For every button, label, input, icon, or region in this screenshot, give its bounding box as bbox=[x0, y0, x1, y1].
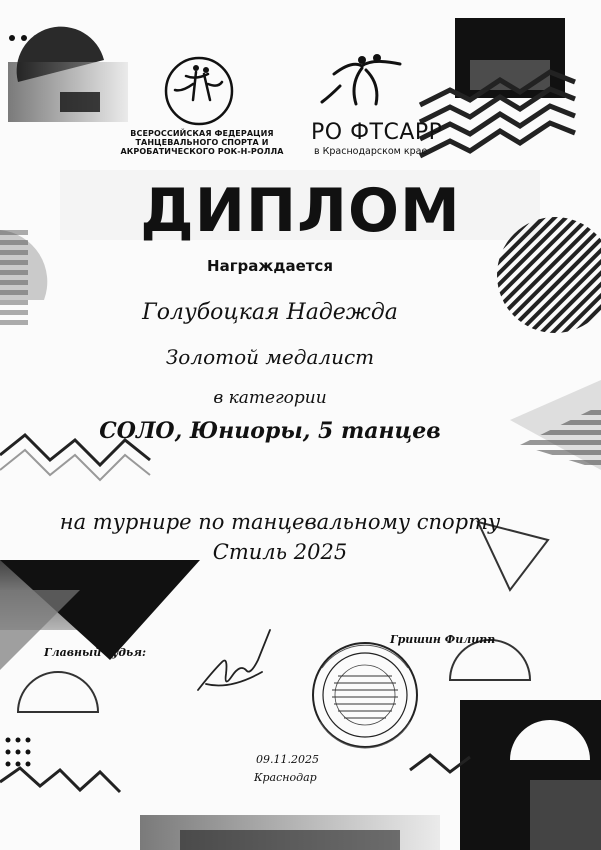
in-category-label: в категории bbox=[213, 388, 327, 408]
chief-judge-name: Гришин Филипп bbox=[390, 633, 496, 646]
federation-name: ВСЕРОССИЙСКАЯ ФЕДЕРАЦИЯ ТАНЦЕВАЛЬНОГО СПОРТА И АКРОБАТИЧЕСКОГО РОК-Н-РОЛЛА bbox=[120, 129, 284, 156]
ro-title: РО ФТСАРР bbox=[311, 120, 443, 145]
chief-judge-label: Главный судья: bbox=[44, 646, 147, 659]
ro-subtitle: в Краснодарском крае bbox=[314, 146, 428, 157]
category-line: СОЛО, Юниоры, 5 танцев bbox=[99, 418, 441, 444]
dots-bottom-left bbox=[6, 738, 31, 767]
tournament-line: на турнире по танцевальному спорту bbox=[59, 510, 501, 534]
diploma-title: ДИПЛОМ bbox=[140, 176, 461, 246]
tournament-name: Стиль 2025 bbox=[212, 540, 348, 564]
outline-half-circle-left bbox=[18, 672, 98, 712]
awarded-label: Награждается bbox=[207, 257, 333, 275]
recipient-name: Голубоцкая Надежда bbox=[142, 300, 398, 325]
diploma-date: 09.11.2025 bbox=[256, 753, 319, 766]
diploma-city: Краснодар bbox=[254, 771, 317, 784]
medal-line: Золотой медалист bbox=[165, 345, 375, 369]
outline-half-circle-right bbox=[450, 640, 530, 680]
